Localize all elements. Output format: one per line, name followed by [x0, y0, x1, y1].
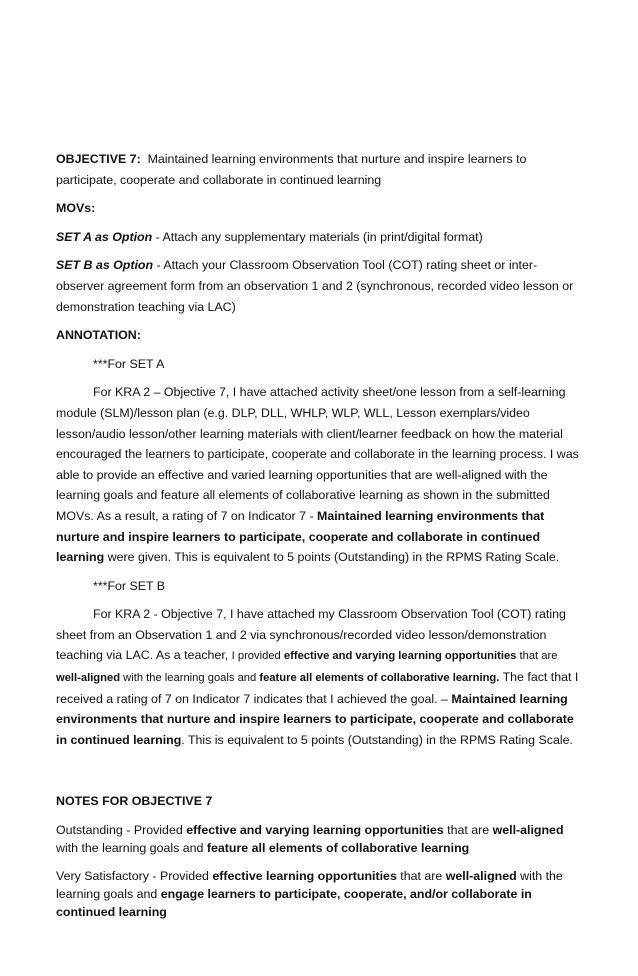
set-b-body-end: . This is equivalent to 5 points (Outstanding) in the RPMS Rating Scale.: [181, 732, 573, 747]
notes-outstanding: [56, 821, 582, 857]
annotation-heading-text: ANNOTATION:: [56, 328, 141, 343]
set-b-bold-1: effective and varying learning opportunities: [283, 650, 517, 663]
set-b-bold-4: Maintained learning environments that nurture and inspire learners to participate, cooperate and collaborate in continued learning: [56, 691, 574, 747]
outstanding-text-1: Outstanding - Provided: [56, 823, 187, 838]
vs-text-3: with the learning goals and: [56, 869, 563, 902]
vs-text-2: that are: [396, 869, 446, 884]
vs-bold-1: effective learning opportunities: [212, 869, 397, 884]
set-b-small-1: I provided: [231, 650, 284, 663]
vs-bold-2: well-aligned: [445, 869, 517, 884]
notes-very-satisfactory: [56, 867, 582, 921]
outstanding-bold-2: well-aligned: [492, 823, 564, 838]
annotation-set-a-paragraph: [56, 382, 582, 567]
outstanding-text-3: with the learning goals and: [56, 841, 207, 856]
objective-label: OBJECTIVE 7:: [56, 152, 141, 166]
annotation-heading: [56, 325, 582, 346]
notes-heading: [56, 791, 582, 812]
outstanding-text-2: that are: [443, 823, 493, 838]
set-a-bold: Maintained learning environments that nurture and inspire learners to participate, cooperate and collaborate in continued learning: [56, 508, 545, 565]
annotation-set-a-title: ***For SET A: [93, 356, 165, 371]
vs-text-1: Very Satisfactory - Provided: [56, 869, 213, 884]
set-b-body-2: The fact that I received a rating of 7 on Indicator 7 indicates that I achieved the goal. –: [56, 670, 579, 706]
movs-heading: [56, 198, 582, 219]
set-b-bold-3: feature all elements of collaborative learning.: [259, 672, 500, 685]
notes-heading-text: NOTES FOR OBJECTIVE 7: [56, 794, 213, 809]
set-b-bold-2: well-aligned: [56, 672, 121, 685]
document-page: [56, 149, 582, 921]
objective-paragraph: [56, 149, 582, 190]
outstanding-bold-3: feature all elements of collaborative learning: [206, 841, 470, 856]
movs-set-a: [56, 227, 582, 248]
set-b-body: For KRA 2 - Objective 7, I have attached my Classroom Observation Tool (COT) rating sheet from an Observation 1 and 2 via synchronous/recorded video lesson/demonstration teaching via LAC. As a teacher,: [56, 607, 566, 663]
outstanding-bold-1: effective and varying learning opportunities: [186, 823, 444, 838]
set-a-body-end: were given. This is equivalent to 5 points (Outstanding) in the RPMS Rating Scale.: [104, 550, 560, 565]
objective-text: Maintained learning environments that nurture and inspire learners to participate, cooperate and collaborate in continued learning: [56, 152, 527, 187]
set-b-text: - Attach your Classroom Observation Tool (COT) rating sheet or inter-observer agreement form from an observation 1 and 2 (synchronous, recorded video lesson or demonstration teaching via LAC): [56, 258, 574, 314]
set-b-small-3: with the learning goals and: [120, 672, 260, 685]
set-a-text: - Attach any supplementary materials (in print/digital format): [152, 229, 483, 244]
movs-heading-text: MOVs:: [56, 201, 96, 216]
set-a-body: For KRA 2 – Objective 7, I have attached activity sheet/one lesson from a self-learning module (SLM)/lesson plan (e.g. DLP, DLL, WHLP, WLP, WLL, Lesson exemplars/video lesson/audio lesson/other learning materials with client/learner feedback on how the material encouraged the learners to participate, cooperate and collaborate in the learning process. I was able to provide an effective and varied learning opportunities that are well-aligned with the learning goals and feature all elements of collaborative learning as shown in the submitted MOVs. As a result, a rating of 7 on Indicator 7 -: [56, 385, 579, 523]
set-b-small-2: that are: [516, 650, 558, 663]
vs-bold-3: engage learners to participate, cooperate, and/or collaborate in continued learning: [56, 887, 532, 920]
annotation-set-b-paragraph: [56, 604, 582, 750]
set-a-label: SET A as Option: [56, 229, 153, 244]
annotation-set-b-title: ***For SET B: [93, 578, 166, 593]
set-b-label: SET B as Option: [56, 258, 154, 273]
movs-set-b: [56, 255, 582, 317]
